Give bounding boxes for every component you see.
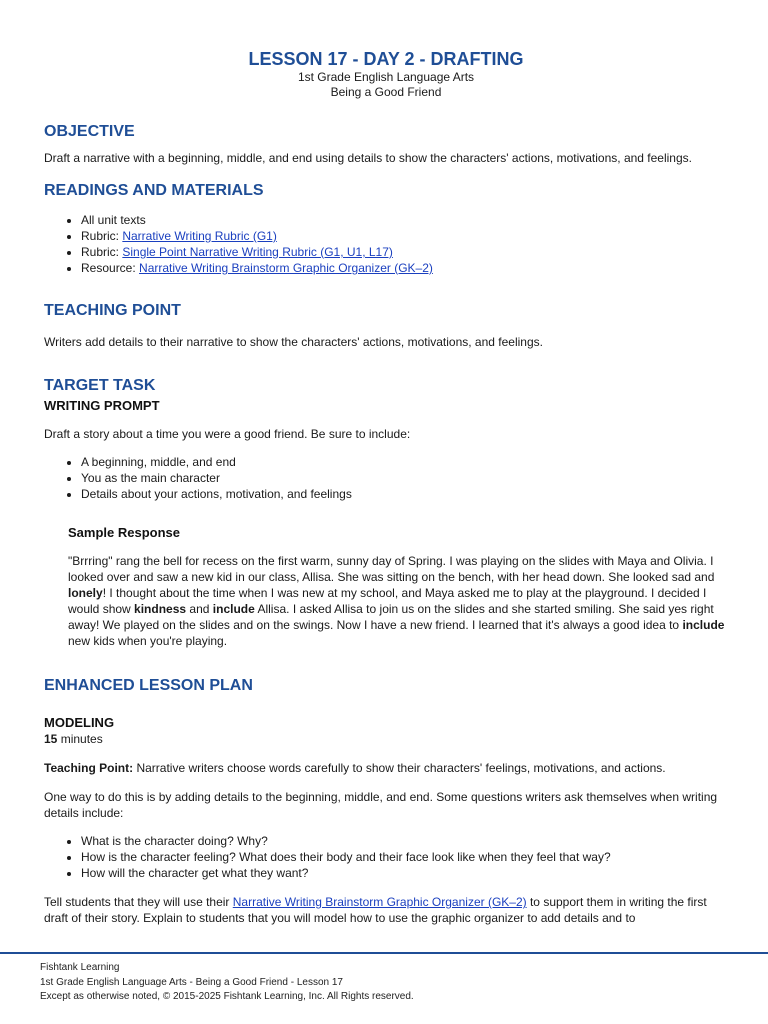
footer-course-line: 1st Grade English Language Arts - Being a Good Friend - Lesson 17 bbox=[40, 976, 343, 988]
sample-response-heading: Sample Response bbox=[68, 525, 180, 540]
materials-item-prefix: Rubric: bbox=[81, 229, 123, 243]
brainstorm-organizer-link[interactable]: Narrative Writing Brainstorm Graphic Organizer (GK–2) bbox=[232, 895, 527, 909]
objective-heading: OBJECTIVE bbox=[44, 123, 135, 140]
sample-bold-word: include bbox=[212, 602, 255, 616]
page-footer bbox=[40, 961, 414, 1005]
paragraph-text-run: to support them in writing the first draft of their story. Explain to students that you will model how to use the graphic organizer to add details and to bbox=[44, 895, 707, 925]
sample-text-run: Allisa. I asked Allisa to join us on the slides and she started smiling. She said yes right away! We played on the slides and on the swings. Now I have a new friend. I learned that it's always a good idea to bbox=[68, 602, 714, 632]
writer-questions-list bbox=[44, 833, 728, 881]
target-task-heading: TARGET TASK bbox=[44, 377, 156, 394]
materials-item bbox=[81, 244, 728, 260]
checklist-item: • A beginning, middle, and end bbox=[81, 454, 728, 470]
lesson-title: LESSON 17 - DAY 2 - DRAFTING bbox=[248, 49, 524, 69]
duration-unit: minutes bbox=[57, 732, 103, 746]
writing-prompt-heading: WRITING PROMPT bbox=[44, 398, 160, 413]
narrative-writing-rubric-link[interactable]: Narrative Writing Rubric (G1) bbox=[122, 229, 277, 243]
brainstorm-organizer-link[interactable]: Narrative Writing Brainstorm Graphic Organizer (GK–2) bbox=[139, 261, 433, 275]
materials-item-text: All unit texts bbox=[81, 213, 146, 227]
materials-list bbox=[44, 212, 728, 276]
footer-org: Fishtank Learning bbox=[40, 962, 120, 973]
footer-divider bbox=[0, 952, 768, 954]
question-item: • How will the character get what they want? bbox=[81, 865, 728, 881]
objective-text: Draft a narrative with a beginning, middle, and end using details to show the characters' actions, motivations, and feelings. bbox=[44, 151, 692, 165]
prompt-checklist bbox=[44, 454, 728, 502]
modeling-duration bbox=[44, 731, 728, 747]
modeling-teaching-point bbox=[44, 760, 728, 776]
details-paragraph: One way to do this is by adding details to the beginning, middle, and end. Some questions writers ask themselves when writing details include: bbox=[44, 790, 718, 820]
sample-response-text bbox=[68, 553, 728, 649]
writing-prompt-text: Draft a story about a time you were a good friend. Be sure to include: bbox=[44, 427, 411, 441]
paragraph-text-run: Tell students that they will use their bbox=[44, 895, 233, 909]
duration-value: 15 bbox=[44, 732, 58, 746]
sample-bold-word: include bbox=[682, 618, 725, 632]
lesson-document bbox=[44, 48, 728, 926]
question-item: • What is the character doing? Why? bbox=[81, 833, 728, 849]
checklist-item: • Details about your actions, motivation, and feelings bbox=[81, 486, 728, 502]
teaching-point-text: Writers add details to their narrative to show the characters' actions, motivations, and feelings. bbox=[44, 335, 543, 349]
sample-text-run: and bbox=[186, 602, 213, 616]
teaching-point-heading: TEACHING POINT bbox=[44, 302, 181, 319]
modeling-heading: MODELING bbox=[44, 715, 115, 730]
materials-item-prefix: Rubric: bbox=[81, 245, 123, 259]
checklist-item: • You as the main character bbox=[81, 470, 728, 486]
teaching-point-body: Narrative writers choose words carefully to show their characters' feelings, motivations, and actions. bbox=[133, 761, 666, 775]
materials-item bbox=[81, 212, 728, 228]
materials-item bbox=[81, 228, 728, 244]
materials-item-prefix: Resource: bbox=[81, 261, 140, 275]
question-item: • How is the character feeling? What does their body and their face look like when they feel that way? bbox=[81, 849, 728, 865]
sample-text-run: new kids when you're playing. bbox=[68, 634, 228, 648]
teaching-point-label: Teaching Point: bbox=[44, 761, 134, 775]
footer-copyright: Except as otherwise noted, © 2015-2025 Fishtank Learning, Inc. All Rights reserved. bbox=[40, 991, 414, 1002]
sample-response-block bbox=[44, 524, 728, 649]
sample-bold-word: lonely bbox=[68, 586, 103, 600]
graphic-organizer-paragraph bbox=[44, 894, 728, 926]
sample-text-run: ! I thought about the time when I was new at my school, and Maya asked me to play at the playground. I decided I would show bbox=[68, 586, 707, 616]
enhanced-lesson-plan-heading: ENHANCED LESSON PLAN bbox=[44, 677, 253, 694]
course-subtitle: 1st Grade English Language Arts bbox=[297, 70, 475, 84]
materials-heading: READINGS AND MATERIALS bbox=[44, 182, 264, 199]
sample-text-run: "Brrring" rang the bell for recess on the first warm, sunny day of Spring. I was playing on the slides with Maya and Olivia. I looked over and saw a new kid in our class, Allisa. She was sitting on the bench, with her head down. She looked sad and bbox=[68, 554, 715, 584]
sample-bold-word: kindness bbox=[134, 602, 187, 616]
unit-subtitle: Being a Good Friend bbox=[330, 85, 442, 99]
single-point-rubric-link[interactable]: Single Point Narrative Writing Rubric (G1, U1, L17) bbox=[122, 245, 393, 259]
materials-item bbox=[81, 260, 728, 276]
